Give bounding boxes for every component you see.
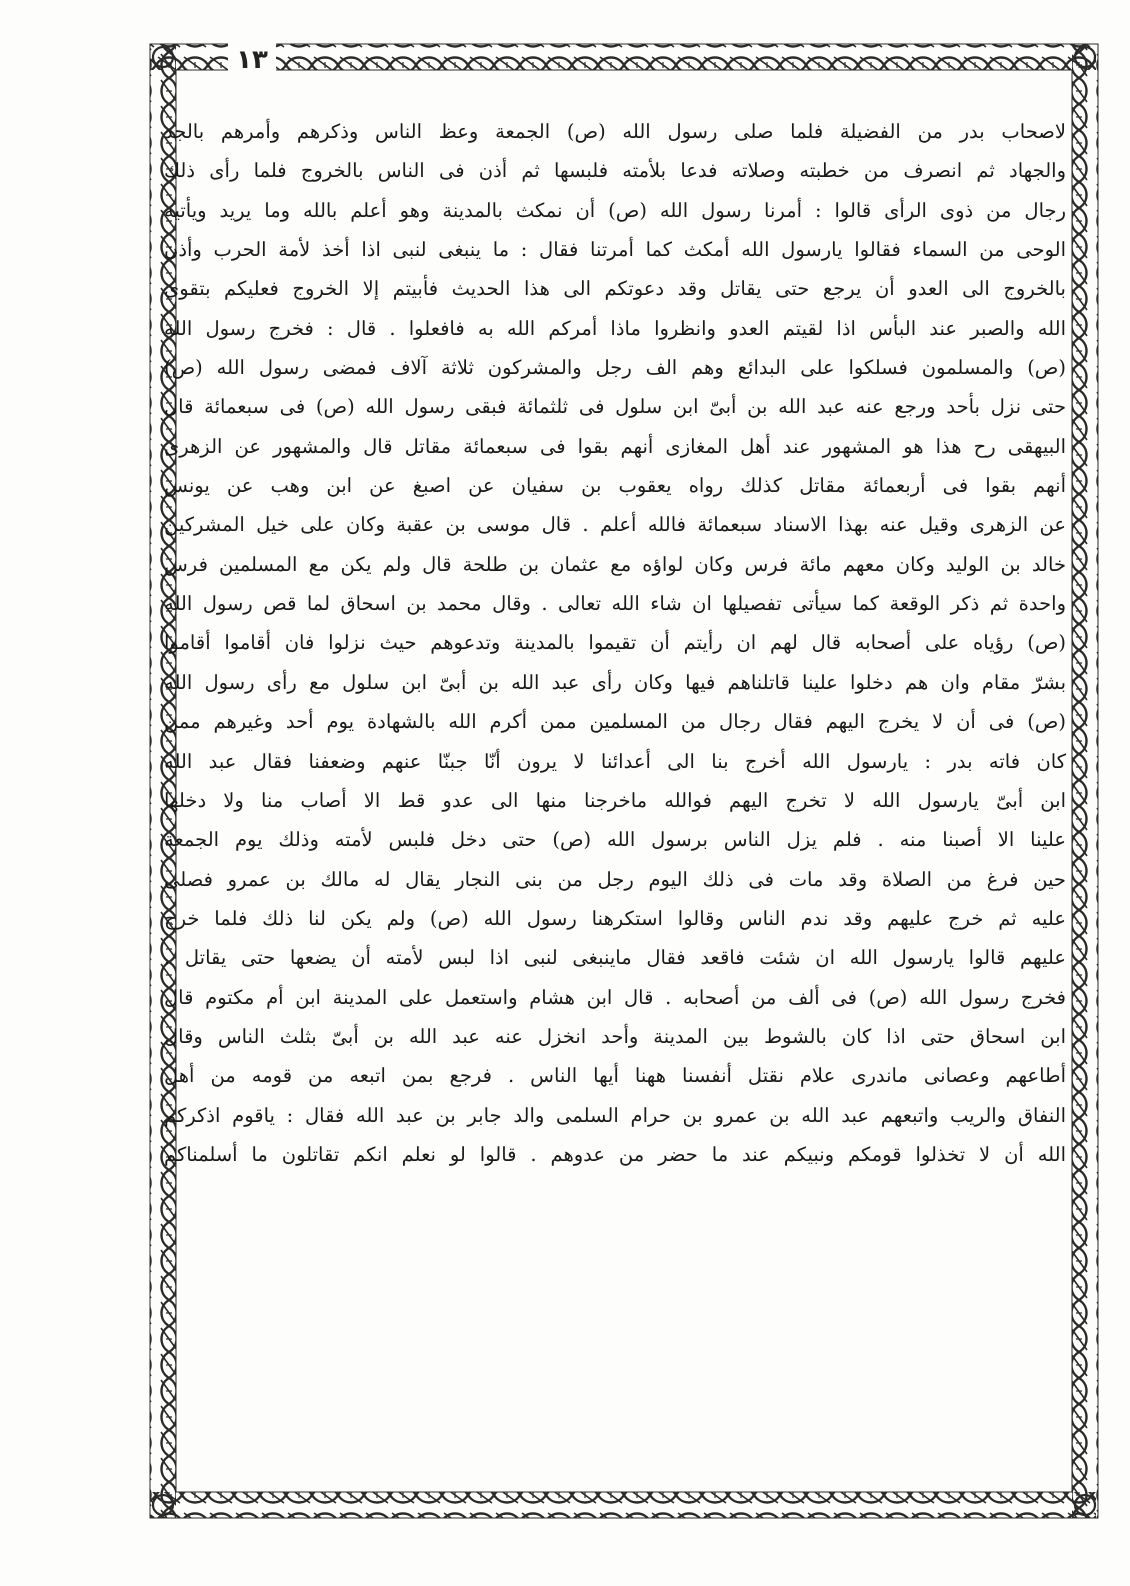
text-line: أطاعهم وعصانى ماندرى علام نقتل أنفسنا ههنا أيها الناس . فرجع بمن اتبعه من قومه من أهل [164,1064,1066,1088]
text-line: حتى نزل بأحد ورجع عنه عبد الله بن أبىّ ابن سلول فى ثلثمائة فبقى رسول الله (ص) فى سبعمائة قال [164,395,1066,419]
text-line: كان فاته بدر : يارسول الله أخرج بنا الى أعدائنا لا يرون أنّا جبنّا عنهم وضعفنا فقال عبد الله [164,749,1066,773]
text-line: الوحى من السماء فقالوا يارسول الله أمكث كما أمرتنا فقال : ما ينبغى لنبى اذا أخذ لأمة الحرب وأذن [164,238,1066,262]
text-line: واحدة ثم ذكر الوقعة كما سيأتى تفصيلها ان شاء الله تعالى . وقال محمد بن اسحاق لما قص رسول الله [164,592,1066,616]
border-right [1072,44,1098,1518]
text-line: (ص) رؤياه على أصحابه قال لهم ان رأيتم أن تقيموا بالمدينة وتدعوهم حيث نزلوا فان أقاموا أقاموا [164,631,1066,655]
text-line: (ص) فى أن لا يخرج اليهم فقال رجال من المسلمين ممن أكرم الله بالشهادة يوم أحد وغيرهم ممن [164,710,1066,734]
text-line: لاصحاب بدر من الفضيلة فلما صلى رسول الله (ص) الجمعة وعظ الناس وذكرهم وأمرهم بالجد [164,120,1066,143]
text-line: (ص) والمسلمون فسلكوا على البدائع وهم الف رجل والمشركون ثلاثة آلاف فمضى رسول الله (ص) [164,356,1066,380]
text-line: عن الزهرى وقيل عنه بهذا الاسناد سبعمائة فالله أعلم . قال موسى بن عقبة وكان على خيل المشركين [164,513,1066,537]
text-line: البيهقى رح هذا هو المشهور عند أهل المغازى أنهم بقوا فى سبعمائة مقاتل قال والمشهور عن الزهرى [164,434,1066,458]
text-line: فخرج رسول الله (ص) فى ألف من أصحابه . قال ابن هشام واستعمل على المدينة ابن أم مكتوم قال [164,985,1066,1009]
text-line: ابن اسحاق حتى اذا كان بالشوط بين المدينة وأحد انخزل عنه عبد الله بن أبىّ بثلث الناس وقال [164,1024,1066,1048]
body-text [160,112,1070,1490]
text-line: بالخروج الى العدو أن يرجع حتى يقاتل وقد دعوتكم الى هذا الحديث فأبيتم إلا الخروج فعليكم بتقوى [164,277,1066,301]
text-line: الله أن لا تخذلوا قومكم ونبيكم عند ما حضر من عدوهم . قالوا لو نعلم انكم تقاتلون ما أسلمناكم [164,1142,1066,1166]
text-line: حين فرغ من الصلاة وقد مات فى ذلك اليوم رجل من بنى النجار يقال له مالك بن عمرو فصلى [164,867,1066,891]
text-line: أنهم بقوا فى أربعمائة مقاتل كذلك رواه يعقوب بن سفيان عن اصبغ عن ابن وهب عن يونس [164,474,1066,498]
text-line: ابن أبىّ يارسول الله لا تخرج اليهم فوالله ماخرجنا منها الى عدو قط الا أصاب منا ولا دخلها [164,788,1066,812]
text-line: عليهم قالوا يارسول الله ان شئت فاقعد فقال ماينبغى لنبى اذا لبس لأمته أن يضعها حتى يقاتل . [164,946,1066,970]
text-line: خالد بن الوليد وكان معهم مائة فرس وكان لواؤه مع عثمان بن طلحة قال ولم يكن مع المسلمين فرس [164,552,1066,576]
text-line: والجهاد ثم انصرف من خطبته وصلاته فدعا بلأمته فلبسها ثم أذن فى الناس بالخروج فلما رأى ذلك [164,159,1066,183]
text-line: النفاق والريب واتبعهم عبد الله بن عمرو بن حرام السلمى والد جابر بن عبد الله فقال : ياقوم اذكركم [164,1103,1066,1127]
border-top [150,44,1096,70]
text-line: علينا الا أصبنا منه . فلم يزل الناس برسول الله (ص) حتى دخل فلبس لأمته وذلك يوم الجمعة [164,828,1066,852]
text-line: عليه ثم خرج عليهم وقد ندم الناس وقالوا استكرهنا رسول الله (ص) ولم يكن لنا ذلك فلما خرج [164,906,1066,930]
text-line: رجال من ذوى الرأى قالوا : أمرنا رسول الله (ص) أن نمكث بالمدينة وهو أعلم بالله وما يريد ويأتيه [164,198,1066,222]
text-line: بشرّ مقام وان هم دخلوا علينا قاتلناهم فيها وكان رأى عبد الله بن أبىّ ابن سلول مع رأى رسول الله [164,670,1067,694]
text-line: الله والصبر عند البأس اذا لقيتم العدو وانظروا ماذا أمركم الله به فافعلوا . قال : فخرج رسول الله [164,316,1066,340]
page-number: ١٣ [228,40,276,80]
border-bottom [150,1492,1096,1518]
